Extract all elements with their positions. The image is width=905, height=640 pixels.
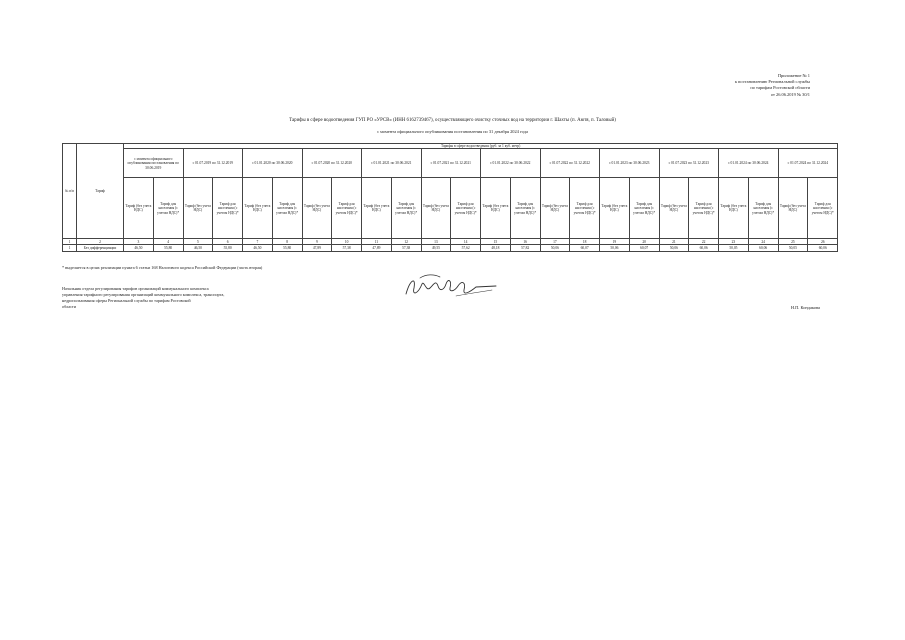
footnote: * выделяется в целях реализации пункта 6 статьи 168 Налогового кодекса Российской Федерации (часть вторая) xyxy=(62,265,263,270)
column-number: 7 xyxy=(243,239,273,245)
header-row-periods xyxy=(63,149,838,178)
tariff-value: 47,89 xyxy=(302,245,332,252)
column-number: 6 xyxy=(213,239,243,245)
row-name: Без дифференциации xyxy=(77,245,124,252)
column-number: 17 xyxy=(540,239,570,245)
period-header: с 01.01.2022 по 30.06.2022 xyxy=(481,149,541,178)
tariff-value: 46,50 xyxy=(124,245,154,252)
column-number: 15 xyxy=(481,239,511,245)
column-number: 8 xyxy=(272,239,302,245)
appendix-block xyxy=(735,73,810,98)
document-subtitle: с момента официального опубликования постановления по 31 декабря 2024 года xyxy=(377,129,528,134)
tariff-value: 50,05 xyxy=(719,245,749,252)
column-number: 14 xyxy=(451,239,481,245)
period-header: с 01.01.2024 по 30.06.2024 xyxy=(719,149,779,178)
tariff-value: 48,18 xyxy=(481,245,511,252)
tariff-value: 60,07 xyxy=(570,245,600,252)
column-number: 16 xyxy=(510,239,540,245)
column-number: 12 xyxy=(391,239,421,245)
signer-line-1: Начальник отдела регулирования тарифов организаций коммунального комплекса xyxy=(62,286,209,291)
header-no: № п/п xyxy=(63,144,77,239)
column-number: 13 xyxy=(421,239,451,245)
handwritten-signature xyxy=(400,270,500,302)
column-number: 3 xyxy=(124,239,154,245)
header-row-sub xyxy=(63,178,838,239)
header-group: Тарифы в сфере водоотведения (руб. за 1 куб. метр) xyxy=(124,144,838,149)
tariff-value: 46,50 xyxy=(243,245,273,252)
tariff-value: 50,06 xyxy=(540,245,570,252)
document-title: Тарифы в сфере водоотведения ГУП РО «УРСВ» (ИНН 6162739467), осуществляющего очистку сточных вод на территории г. Шахты (п. Аютя, п. Таловый) xyxy=(289,118,616,123)
column-number: 5 xyxy=(183,239,213,245)
tariff-value: 60,07 xyxy=(629,245,659,252)
sub-header-with-vat: Тариф для населения (с учетом НДС)* xyxy=(689,178,719,239)
tariff-value: 57,38 xyxy=(332,245,362,252)
tariff-value: 46,50 xyxy=(183,245,213,252)
sub-header-with-vat: Тариф для населения (с учетом НДС)* xyxy=(510,178,540,239)
period-header: с 01.07.2023 по 31.12.2023 xyxy=(659,149,719,178)
sub-header-no-vat: Тариф (без учета НДС) xyxy=(183,178,213,239)
sub-header-no-vat: Тариф (без учета НДС) xyxy=(362,178,392,239)
tariff-value: 50,06 xyxy=(659,245,689,252)
column-number: 11 xyxy=(362,239,392,245)
column-number: 10 xyxy=(332,239,362,245)
period-header: с 01.07.2019 по 31.12.2019 xyxy=(183,149,243,178)
column-number: 9 xyxy=(302,239,332,245)
column-number: 25 xyxy=(778,239,808,245)
sub-header-no-vat: Тариф (без учета НДС) xyxy=(124,178,154,239)
sub-header-no-vat: Тариф (без учета НДС) xyxy=(600,178,630,239)
period-header: с 01.07.2022 по 31.12.2022 xyxy=(540,149,600,178)
appendix-line-2: к постановлению Региональной службы xyxy=(734,79,810,85)
column-number: 2 xyxy=(77,239,124,245)
sub-header-no-vat: Тариф (без учета НДС) xyxy=(243,178,273,239)
sub-header-no-vat: Тариф (без учета НДС) xyxy=(659,178,689,239)
tariff-value: 49,55 xyxy=(421,245,451,252)
period-header: с 01.07.2024 по 31.12.2024 xyxy=(778,149,838,178)
tariff-value: 50,05 xyxy=(778,245,808,252)
period-header: с 01.01.2023 по 30.06.2023 xyxy=(600,149,660,178)
sub-header-no-vat: Тариф (без учета НДС) xyxy=(481,178,511,239)
sub-header-with-vat: Тариф для населения (с учетом НДС)* xyxy=(332,178,362,239)
sub-header-no-vat: Тариф (без учета НДС) xyxy=(778,178,808,239)
tariff-value: 60,06 xyxy=(689,245,719,252)
tariff-value: 55,80 xyxy=(272,245,302,252)
sub-header-no-vat: Тариф (без учета НДС) xyxy=(421,178,451,239)
period-header: с 01.01.2021 по 30.06.2021 xyxy=(362,149,422,178)
tariff-value: 55,80 xyxy=(213,245,243,252)
period-header: с 01.07.2020 по 31.12.2020 xyxy=(302,149,362,178)
signer-line-3: недропользования сферы Региональной службы по тарифам Ростовской xyxy=(62,298,191,303)
tariff-value: 50,06 xyxy=(600,245,630,252)
sub-header-with-vat: Тариф для населения (с учетом НДС)* xyxy=(748,178,778,239)
signer-line-2: управления тарифного регулирования организаций коммунального комплекса, транспорта, xyxy=(62,292,225,297)
period-header: с 01.07.2021 по 31.12.2021 xyxy=(421,149,481,178)
signer-block xyxy=(62,286,224,310)
appendix-line-3: по тарифам Ростовской области xyxy=(750,85,810,91)
period-header: с момента официального опубликования постановления по 30.06.2019 xyxy=(124,149,184,178)
tariff-value: 55,80 xyxy=(153,245,183,252)
tariff-value: 60,06 xyxy=(808,245,838,252)
appendix-line-4: от 26.06.2019 № 30/1 xyxy=(770,91,810,97)
sub-header-with-vat: Тариф для населения (с учетом НДС)* xyxy=(213,178,243,239)
signer-name: Н.П. Кондакова xyxy=(790,305,820,310)
column-number: 21 xyxy=(659,239,689,245)
tariff-value: 57,62 xyxy=(451,245,481,252)
header-tariff: Тариф xyxy=(77,144,124,239)
column-number: 20 xyxy=(629,239,659,245)
column-number: 26 xyxy=(808,239,838,245)
sub-header-no-vat: Тариф (без учета НДС) xyxy=(302,178,332,239)
table-row xyxy=(63,245,838,252)
tariff-table xyxy=(62,143,838,252)
column-number: 23 xyxy=(719,239,749,245)
column-number: 1 xyxy=(63,239,77,245)
signer-line-4: области xyxy=(62,304,76,309)
sub-header-with-vat: Тариф для населения (с учетом НДС)* xyxy=(570,178,600,239)
column-number: 18 xyxy=(570,239,600,245)
tariff-value: 57,38 xyxy=(391,245,421,252)
row-number: 1 xyxy=(63,245,77,252)
period-header: с 01.01.2020 по 30.06.2020 xyxy=(243,149,303,178)
sub-header-no-vat: Тариф (без учета НДС) xyxy=(719,178,749,239)
sub-header-with-vat: Тариф для населения (с учетом НДС)* xyxy=(451,178,481,239)
sub-header-with-vat: Тариф для населения (с учетом НДС)* xyxy=(629,178,659,239)
tariff-value: 60,06 xyxy=(748,245,778,252)
appendix-line-1: Приложение № 1 xyxy=(777,73,810,78)
column-number: 19 xyxy=(600,239,630,245)
column-number: 24 xyxy=(748,239,778,245)
sub-header-with-vat: Тариф для населения (с учетом НДС)* xyxy=(153,178,183,239)
sub-header-with-vat: Тариф для населения (с учетом НДС)* xyxy=(272,178,302,239)
sub-header-with-vat: Тариф для населения (с учетом НДС)* xyxy=(391,178,421,239)
column-number: 4 xyxy=(153,239,183,245)
tariff-value: 47,89 xyxy=(362,245,392,252)
sub-header-no-vat: Тариф (без учета НДС) xyxy=(540,178,570,239)
column-number: 22 xyxy=(689,239,719,245)
tariff-value: 57,82 xyxy=(510,245,540,252)
sub-header-with-vat: Тариф для населения (с учетом НДС)* xyxy=(808,178,838,239)
